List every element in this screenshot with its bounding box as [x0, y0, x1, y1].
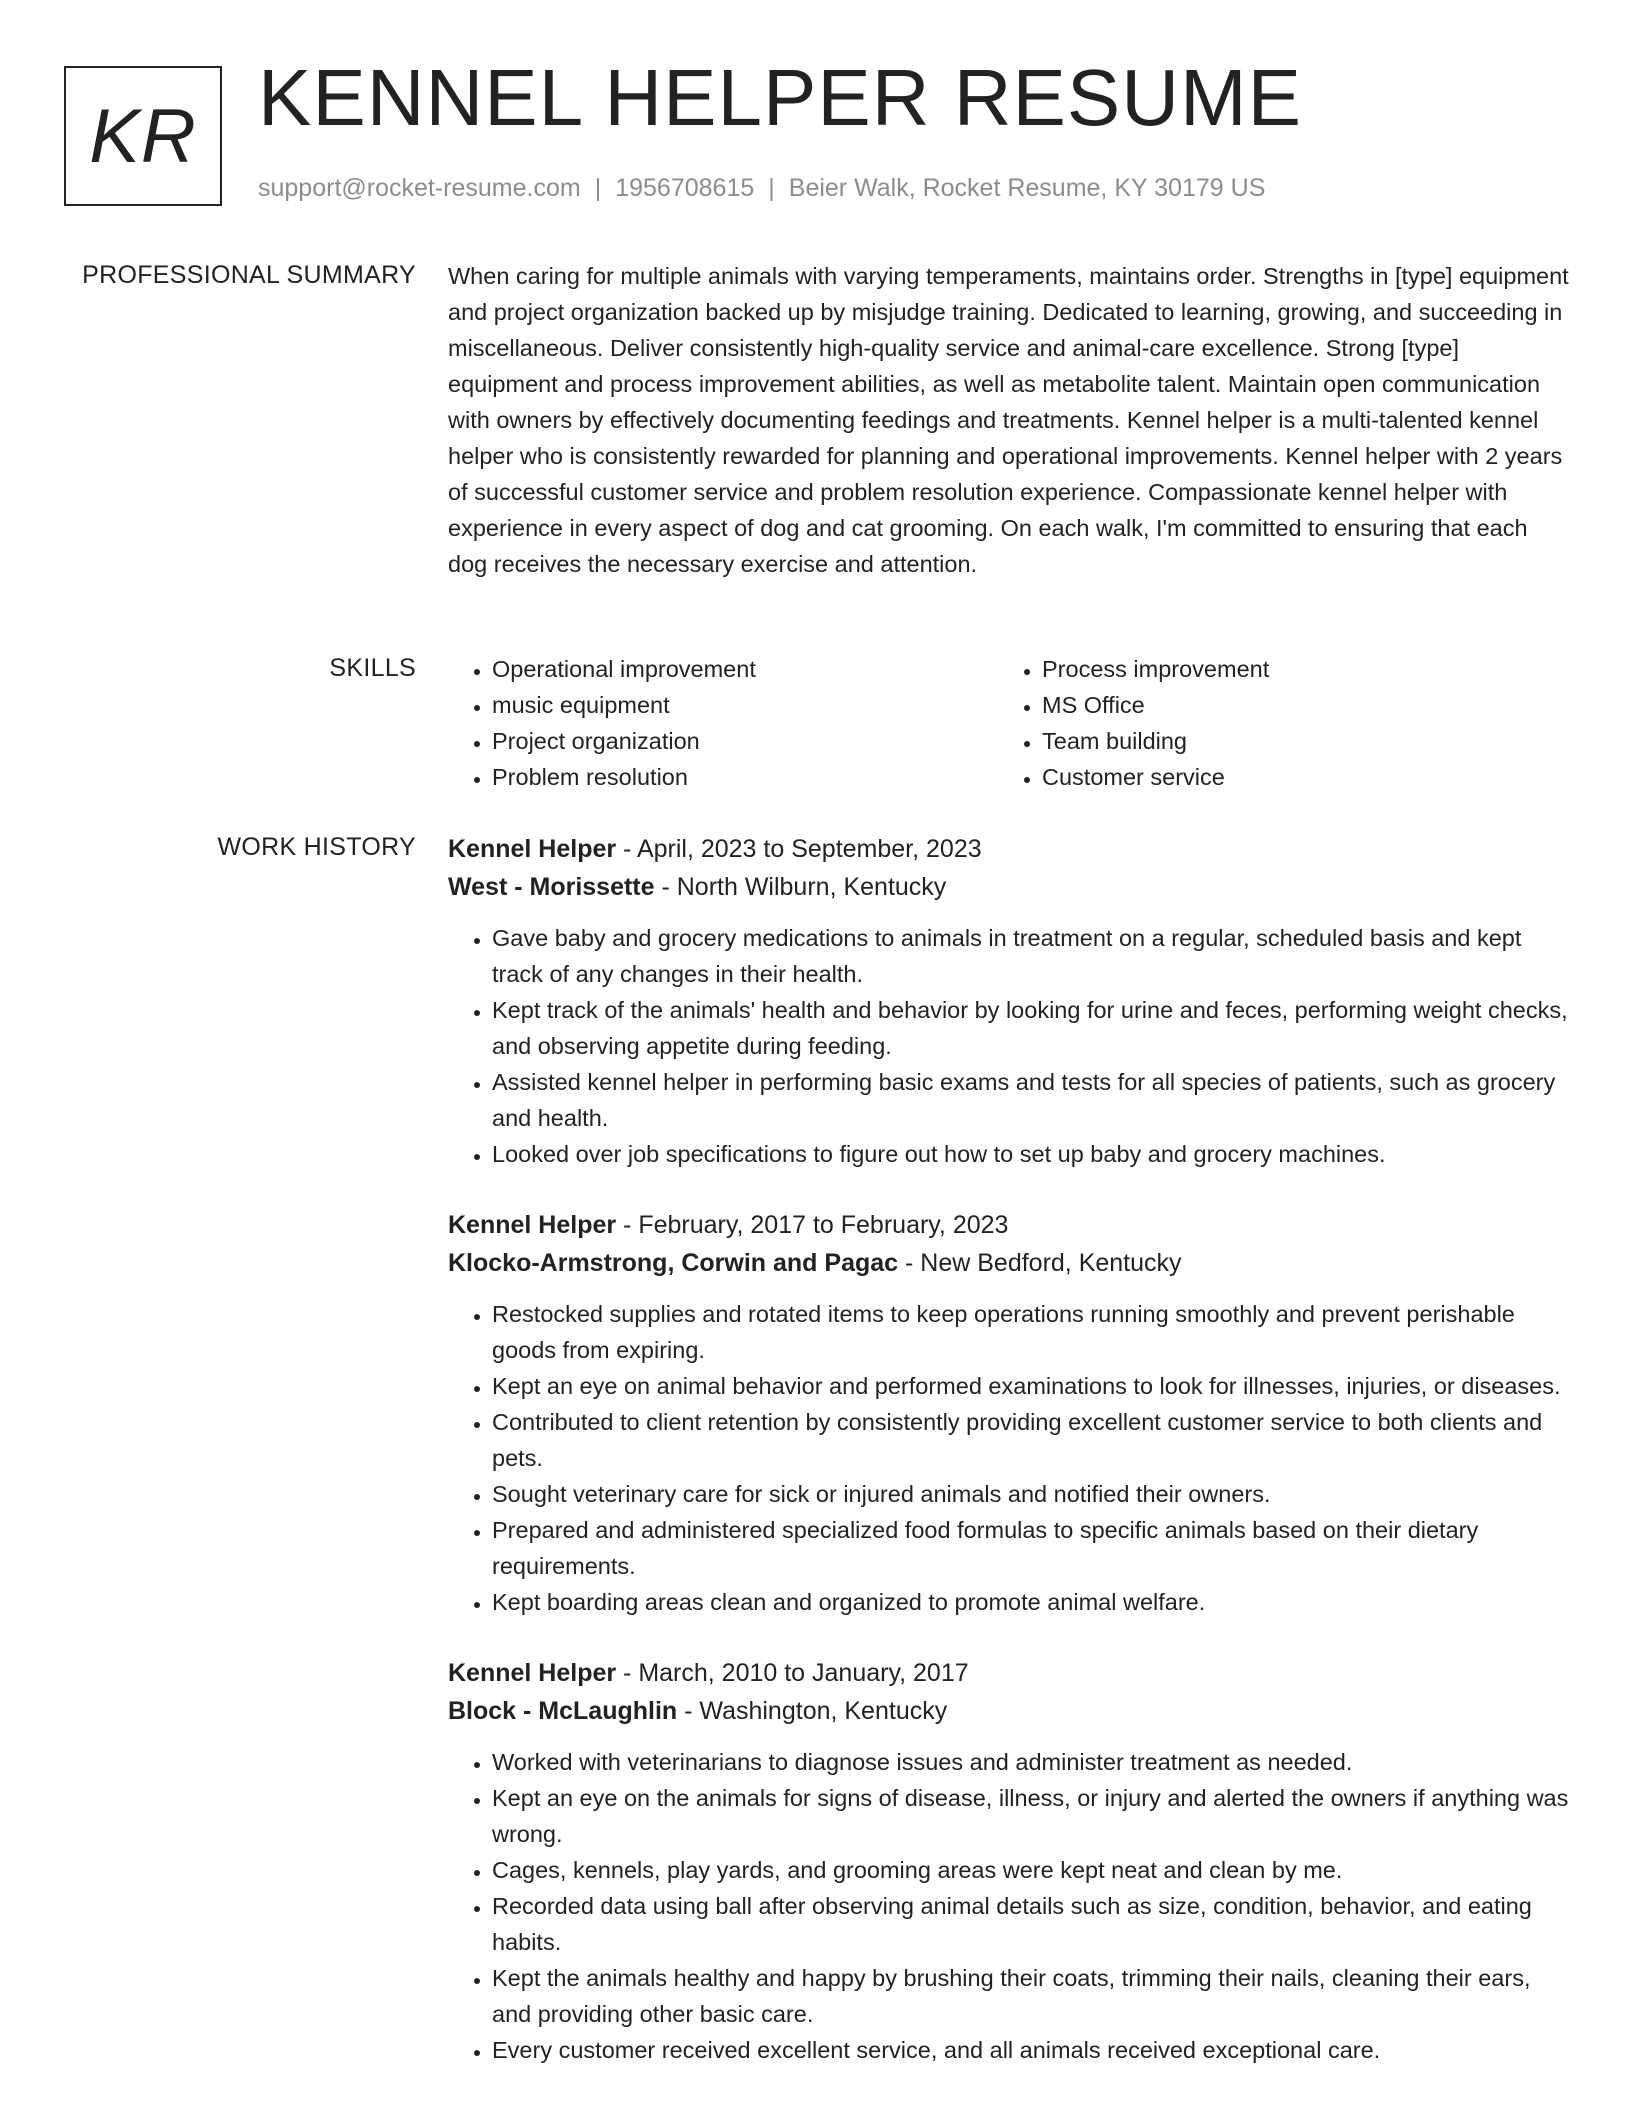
- contact-email[interactable]: support@rocket-resume.com: [258, 174, 581, 202]
- monogram-initials: KR: [89, 93, 197, 179]
- job-duty-item: • Cages, kennels, play yards, and grooming areas were kept neat and clean by me.: [492, 1852, 1570, 1888]
- job-dates: - March, 2010 to January, 2017: [616, 1659, 969, 1687]
- skill-item: • Team building: [1042, 723, 1548, 759]
- contact-phone[interactable]: 1956708615: [615, 174, 755, 202]
- work-history-body: [448, 830, 1570, 2102]
- job-company: Klocko-Armstrong, Corwin and Pagac: [448, 1249, 899, 1277]
- contact-line: [258, 174, 1265, 203]
- contact-address: Beier Walk, Rocket Resume, KY 30179 US: [788, 174, 1266, 202]
- job-duty-item: • Kept track of the animals' health and behavior by looking for urine and feces, performing weight checks, and observing appetite during feeding.: [492, 992, 1570, 1064]
- job-title: Kennel Helper: [448, 835, 617, 863]
- job-duty-item: • Kept the animals healthy and happy by brushing their coats, trimming their nails, cleaning their ears, and providing other basic care.: [492, 1960, 1570, 2032]
- skills-heading: SKILLS: [329, 654, 416, 682]
- skill-item: • Operational improvement: [492, 651, 998, 687]
- job-company: West - Morissette: [448, 873, 655, 901]
- summary-heading: PROFESSIONAL SUMMARY: [82, 261, 416, 289]
- job-duty-item: • Prepared and administered specialized food formulas to specific animals based on their dietary requirements.: [492, 1512, 1570, 1584]
- job-company-line: [448, 868, 1570, 906]
- job-duty-item: • Sought veterinary care for sick or injured animals and notified their owners.: [492, 1476, 1570, 1512]
- job-location: - New Bedford, Kentucky: [898, 1249, 1182, 1277]
- job-duty-item: • Restocked supplies and rotated items to keep operations running smoothly and prevent perishable goods from expiring.: [492, 1296, 1570, 1368]
- resume-title: KENNEL HELPER RESUME: [258, 53, 1302, 142]
- job-title: Kennel Helper: [448, 1659, 617, 1687]
- skill-item: • Customer service: [1042, 759, 1548, 795]
- skill-item: • Project organization: [492, 723, 998, 759]
- job-duties-list: [448, 1296, 1570, 1620]
- job-title: Kennel Helper: [448, 1211, 617, 1239]
- job-title-line: [448, 1654, 1570, 1692]
- job-duties-list: [448, 920, 1570, 1172]
- job-location: - North Wilburn, Kentucky: [654, 873, 947, 901]
- job-dates: - April, 2023 to September, 2023: [616, 835, 982, 863]
- job-duty-item: • Kept an eye on animal behavior and performed examinations to look for illnesses, injuries, or diseases.: [492, 1368, 1570, 1404]
- skills-grid: [448, 651, 1570, 795]
- job-location: - Washington, Kentucky: [677, 1697, 948, 1725]
- job-duty-item: • Every customer received excellent service, and all animals received exceptional care.: [492, 2032, 1570, 2068]
- job-dates: - February, 2017 to February, 2023: [616, 1211, 1009, 1239]
- contact-separator: |: [594, 174, 602, 202]
- job-duty-item: • Looked over job specifications to figure out how to set up baby and grocery machines.: [492, 1136, 1570, 1172]
- job-entry: [448, 830, 1570, 1172]
- job-duty-item: • Recorded data using ball after observing animal details such as size, condition, behavior, and eating habits.: [492, 1888, 1570, 1960]
- job-entry: [448, 1654, 1570, 2068]
- skills-list-left: [448, 651, 998, 795]
- job-company-line: [448, 1692, 1570, 1730]
- skill-item: • Problem resolution: [492, 759, 998, 795]
- job-title-line: [448, 830, 1570, 868]
- job-title-line: [448, 1206, 1570, 1244]
- skill-item: • MS Office: [1042, 687, 1548, 723]
- skills-list-right: [998, 651, 1548, 795]
- skill-item: • music equipment: [492, 687, 998, 723]
- summary-text: When caring for multiple animals with varying temperaments, maintains order. Strengths in [type] equipment and project organization backed up by misjudge training. Dedicated to learning, growing, and succeeding in miscellaneous. Deliver consistently high-quality service and animal-care excellence. Strong [type] equipment and process improvement abilities, as well as metabolite talent. Maintain open communication with owners by effectively documenting feedings and treatments. Kennel helper is a multi-talented kennel helper who is consistently rewarded for planning and operational improvements. Kennel helper with 2 years of successful customer service and problem resolution experience. Compassionate kennel helper with experience in every aspect of dog and cat grooming. On each walk, I'm committed to ensuring that each dog receives the necessary exercise and attention.: [448, 263, 1569, 577]
- monogram-box: [64, 66, 222, 206]
- job-duty-item: • Assisted kennel helper in performing basic exams and tests for all species of patients, such as grocery and health.: [492, 1064, 1570, 1136]
- job-company-line: [448, 1244, 1570, 1282]
- skill-item: • Process improvement: [1042, 651, 1548, 687]
- job-duty-item: • Contributed to client retention by consistently providing excellent customer service to both clients and pets.: [492, 1404, 1570, 1476]
- job-duty-item: • Kept an eye on the animals for signs of disease, illness, or injury and alerted the owners if anything was wrong.: [492, 1780, 1570, 1852]
- job-entry: [448, 1206, 1570, 1620]
- job-duty-item: • Kept boarding areas clean and organized to promote animal welfare.: [492, 1584, 1570, 1620]
- skills-body: [448, 651, 1570, 795]
- contact-separator: |: [768, 174, 775, 202]
- job-duty-item: • Gave baby and grocery medications to animals in treatment on a regular, scheduled basis and kept track of any changes in their health.: [492, 920, 1570, 992]
- job-duty-item: • Worked with veterinarians to diagnose issues and administer treatment as needed.: [492, 1744, 1570, 1780]
- job-company: Block - McLaughlin: [448, 1697, 678, 1725]
- job-duties-list: [448, 1744, 1570, 2068]
- work-history-heading: WORK HISTORY: [217, 833, 416, 861]
